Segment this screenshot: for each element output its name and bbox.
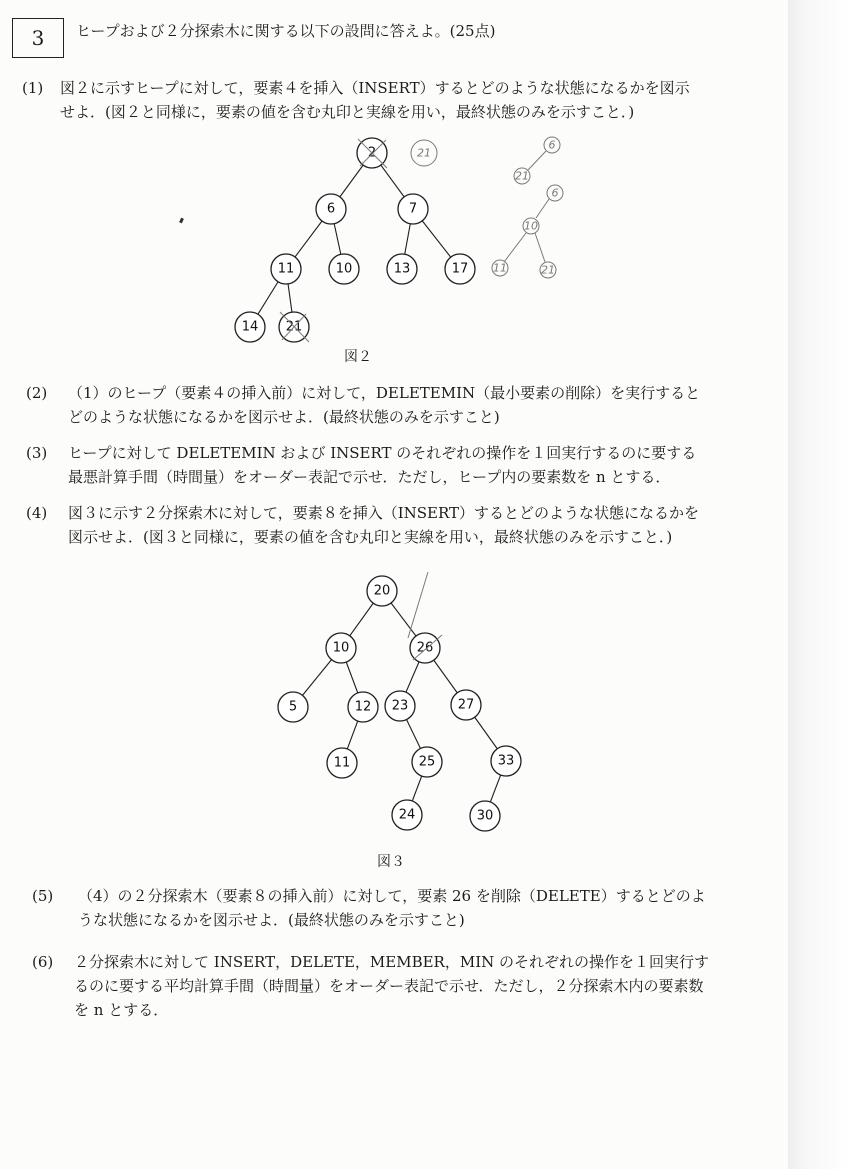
question-title: ヒープおよび２分探索木に関する以下の設問に答えよ。(25点) <box>76 22 496 40</box>
question-4-line-1: 図３に示す２分探索木に対して，要素８を挿入（INSERT）するとどのような状態になるかを <box>68 504 700 522</box>
svg-text:10: 10 <box>332 640 350 656</box>
question-5-line-1: （4）の２分探索木（要素８の挿入前）に対して，要素 26 を削除（DELETE）するとどのよ <box>78 887 706 905</box>
figure-2-caption: 図２ <box>344 349 372 365</box>
svg-text:27: 27 <box>457 697 475 713</box>
bst-node-10 <box>326 633 356 663</box>
svg-text:11: 11 <box>277 261 295 277</box>
bst-node-30 <box>470 801 500 831</box>
svg-text:14: 14 <box>241 319 259 335</box>
svg-text:25: 25 <box>418 754 436 770</box>
question-2-line-2: どのような状態になるかを図示せよ．(最終状態のみを示すこと) <box>68 408 500 426</box>
bst-node-11 <box>327 748 357 778</box>
svg-text:13: 13 <box>393 261 411 277</box>
svg-text:23: 23 <box>391 698 409 714</box>
question-number-box: 3 <box>12 18 64 58</box>
bst-node-27 <box>451 690 481 720</box>
question-1-line-1: 図２に示すヒープに対して，要素４を挿入（INSERT）するとどのような状態になるかを図示 <box>60 79 690 97</box>
svg-text:17: 17 <box>451 261 469 277</box>
question-1-number: (1) <box>22 79 44 97</box>
bst-node-25 <box>412 747 442 777</box>
question-6-number: (6) <box>32 953 54 971</box>
svg-text:6: 6 <box>548 138 556 152</box>
svg-text:30: 30 <box>476 808 494 824</box>
svg-text:24: 24 <box>398 807 416 823</box>
bst-node-23 <box>385 691 415 721</box>
question-2-number: (2) <box>26 384 48 402</box>
question-4-number: (4) <box>26 504 48 522</box>
svg-text:12: 12 <box>354 699 372 715</box>
question-6-line-3: を n とする． <box>74 1001 169 1019</box>
svg-text:2: 2 <box>367 145 377 161</box>
svg-text:11: 11 <box>493 261 507 275</box>
question-6-line-1: ２分探索木に対して INSERT，DELETE，MEMBER，MIN のそれぞれの操作を１回実行す <box>74 953 710 971</box>
figure-3-caption: 図３ <box>377 854 405 870</box>
svg-text:7: 7 <box>408 201 418 217</box>
bst-node-5 <box>278 692 308 722</box>
question-3-line-1: ヒープに対して DELETEMIN および INSERT のそれぞれの操作を１回実行するのに要する <box>68 444 697 462</box>
question-3-line-2: 最悪計算手間（時間量）をオーダー表記で示せ．ただし，ヒープ内の要素数を n とする． <box>68 468 671 486</box>
svg-text:6: 6 <box>326 201 336 217</box>
bst-node-12 <box>348 692 378 722</box>
svg-text:21: 21 <box>515 169 529 183</box>
svg-text:21: 21 <box>285 319 303 335</box>
scan-background <box>788 0 850 1169</box>
bst-node-24 <box>392 800 422 830</box>
svg-text:21: 21 <box>541 263 555 277</box>
question-6-line-2: るのに要する平均計算手間（時間量）をオーダー表記で示せ．ただし，２分探索木内の要素数 <box>74 977 704 995</box>
question-4-line-2: 図示せよ．(図３と同様に，要素の値を含む丸印と実線を用い，最終状態のみを示すこと．) <box>68 528 673 546</box>
svg-text:21: 21 <box>417 146 431 160</box>
question-2-line-1: （1）のヒープ（要素４の挿入前）に対して，DELETEMIN（最小要素の削除）を実行すると <box>68 384 701 402</box>
svg-text:33: 33 <box>497 753 515 769</box>
bst-node-20 <box>367 576 397 606</box>
svg-text:5: 5 <box>288 699 298 715</box>
svg-text:10: 10 <box>524 219 538 233</box>
bst-node-33 <box>491 746 521 776</box>
svg-text:11: 11 <box>333 755 351 771</box>
question-5 <box>32 884 706 932</box>
question-3-number: (3) <box>26 444 48 462</box>
question-5-number: (5) <box>32 887 54 905</box>
svg-text:26: 26 <box>416 640 434 656</box>
svg-text:10: 10 <box>335 261 353 277</box>
question-6 <box>32 950 709 1022</box>
question-5-line-2: うな状態になるかを図示せよ．(最終状態のみを示すこと) <box>78 911 465 929</box>
question-1-line-2: せよ．(図２と同様に，要素の値を含む丸印と実線を用い，最終状態のみを示すこと．) <box>60 103 635 121</box>
svg-text:6: 6 <box>551 186 559 200</box>
svg-text:20: 20 <box>373 583 391 599</box>
